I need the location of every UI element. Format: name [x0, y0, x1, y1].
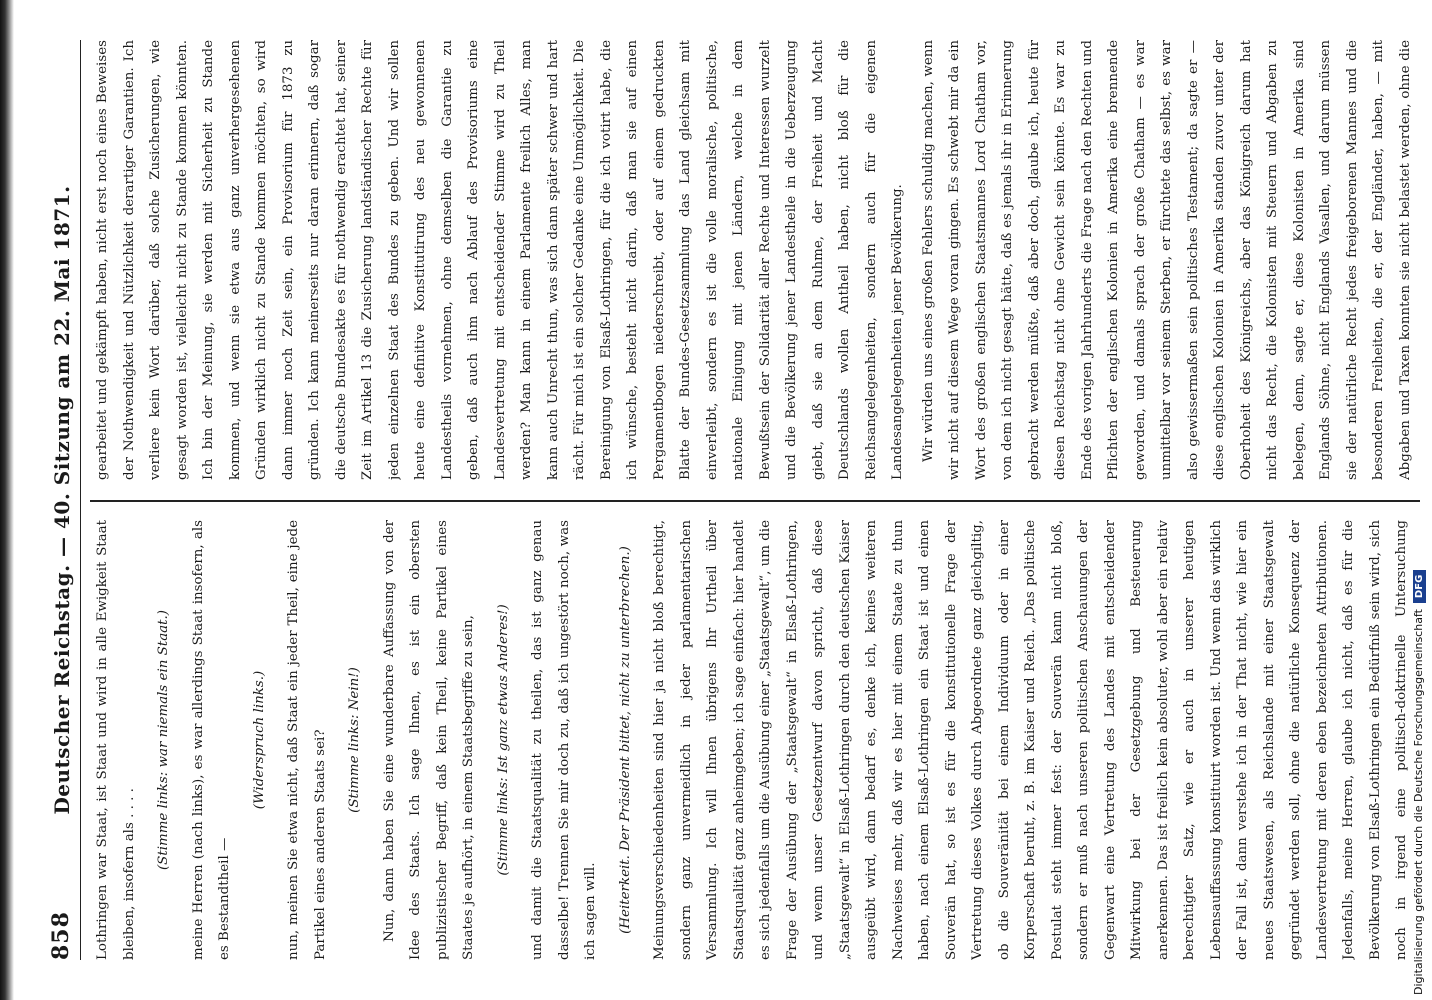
- body-paragraph: Meinungsverschiedenheiten sind hier ja nicht bloß berechtigt, sondern ganz unvermeidlich in jeder parlamentarischen Versammlung. Ich will Ihnen übrigens Ihr Urtheil über Staatsqualität ganz anheimgeben; ich sage einfach: hier handelt es sich jedenfalls um die Ausübung einer „Staatsgewalt“, um die Frage der Ausübung der „Staatsgewalt“ in Elsaß-Lothringen, und wenn unser Gesetzentwurf davon spricht, daß diese „Staatsgewalt“ in Elsaß-Lothringen durch den deutschen Kaiser ausgeübt wird, dann bedarf es, denke ich, keines weiteren Nachweises mehr, daß wir es hier mit einem Staate zu thun haben, nach einem Elsaß-Lothringen ein Staat ist und einen Souverän hat, so ist es für die konstitutionelle Frage der Vertretung dieses Volkes durch Abgeordnete ganz gleichgiltig, ob die Souveränität bei einem Individuum oder in einer Korperschaft beruht, z. B. im Kaiser und Reich. „Das politische Postulat steht immer fest: der Souverän kann nicht bloß, sondern er muß nach unseren politischen Anschauungen der Gegenwart eine Vertretung des Landes mit entscheidender Mitwirkung bei der Gesetzgebung und Besteuerung anerkennen. Das ist freilich kein absoluter, wohl aber ein relativ berechtigter Satz, wie er auch in unserer heutigen Lebensauffassung konstituirt worden ist. Und wenn das wirklich der Fall ist, dann verstehe ich in der That nicht, wie hier ein neues Staatswesen, als Reichslande mit einer Staatsgewalt gegründet werden soll, ohne die natürliche Konsequenz der Landesvertretung mit deren eben bezeichneten Attributionen. Jedenfalls, meine Herren, glaube ich nicht, daß es für die Bevölkerung von Elsaß-Lothringen ein Bedürfniß sein wird, sich noch in irgend eine politisch-doktrinelle Untersuchung: [652, 520, 1409, 960]
- stage-direction: (Heiterkeit. Der Präsident bittet, nicht zu unterbrechen.): [617, 546, 633, 934]
- body-paragraph: nun, meinen Sie etwa nicht, daß Staat ein jeder Theil, eine jede Partikel eines anderen Staats sei?: [286, 520, 328, 960]
- dfg-logo: DFG: [1413, 570, 1426, 603]
- digitization-credit: [1412, 295, 1426, 995]
- body-paragraph: Nun, dann haben Sie eine wunderbare Auffassung von der Idee des Staats. Ich sage Ihnen, es ist ein obersten publizistischer Begriff, daß kein Theil, keine Partikel eines Staates je aufhört, in einem Staatsbegriffe zu sein,: [381, 520, 476, 960]
- scan-edge-shadow: [0, 0, 14, 1000]
- body-paragraph: gearbeitet und gekämpft haben, nicht erst noch eines Beweises der Nothwendigkeit und Nützlichkeit derartiger Garantien. Ich verliere kein Wort darüber, daß solche Zusicherungen, wie gesagt worden ist, vielleicht nicht zu Stande kommen könnten. Ich bin der Meinung, sie werden mit Sicherheit zu Stande kommen, und wenn sie etwa aus ganz unverhergesehenen Gründen wirklich nicht zu Stande kommen möchten, so wird dann immer noch Zeit sein, ein Provisorium für 1873 zu gründen. Ich kann meinerseits nur daran erinnern, daß sogar die deutsche Bundesakte es für nothwendig erachtet hat, seiner Zeit im Artikel 13 die Zusicherung landständischer Rechte für jeden einzelnen Staat des Bundes zu geben. Und wir sollen heute eine definitive Konstitutirung des neu gewonnenen Landestheils vornehmen, ohne demselben die Garantie zu geben, daß auch ihm nach Ablauf des Provisoriums eine Landesvertretung mit entscheidender Stimme wird zu Theil werden? Man kann in einem Parlamente freilich Alles, man kann auch Unrecht thun, was sich dann später schwer und hart rächt. Für mich ist ein solcher Gedanke eine Unmöglichkeit. Die Bereinigung von Elsaß-Lothringen, für die ich votirt habe, die ich wünsche, besteht nicht darin, daß man sie auf einen Pergamentbogen niederschreibt, oder auf einem gedruckten Blatte der Bundes-Gesetzsammlung das Land gleichsam mit einverleibt, sondern es ist die volle moralische, politische, nationale Einigung mit jenen Ländern, welche in dem Bewußtsein der Solidarität aller Rechte und Interessen wurzelt und die Bevölkerung jener Landestheile in die Ueberzeugung giebt, daß sie an dem Ruhme, der Freiheit und Macht Deutschlands wollen Antheil haben, nicht bloß für die Reichsangelegenheiten, sondern auch für die eigenen Landesangelegenheiten jener Bevölkerung.: [95, 40, 905, 480]
- body-paragraph: meine Herren (nach links), es war allerdings Staat insofern, als es Bestandtheil —: [190, 520, 232, 960]
- page-number: 858: [48, 911, 74, 960]
- stage-direction: (Stimme links: Ist ganz etwas Anderes!): [495, 604, 511, 876]
- right-column: [90, 40, 1420, 480]
- page-header: [40, 40, 81, 960]
- column-divider: [90, 501, 1420, 503]
- left-column: [90, 520, 1420, 960]
- body-paragraph: Wir würden uns eines großen Fehlers schuldig machen, wenn wir nicht auf diesem Wege voran gingen. Es schwebt mir da ein Wort des großen englischen Staatsmannes Lord Chatham vor, von dem ich nicht gesagt hätte, daß es jemals ihr in Erinnerung gebracht werden müßte, daß aber doch, glaube ich, heute für diesen Reichstag nicht ohne Gewicht sein könnte. Es war zu Ende des vorigen Jahrhunderts die Frage nach den Rechten und Pflichten der englischen Kolonien in Amerika eine brennende geworden, und damals sprach der große Chatham — es war unmittelbar vor seinem Sterben, er fürchtete das selbst, es war also gewissermaßen sein politisches Testament; da sagte er — diese englischen Kolonien in Amerika standen zuvor unter der Oberhoheit des Königreichs, aber das Königreich darum hat nicht das Recht, die Kolonisten mit Steuern und Abgaben zu belegen, denn, sagte er, diese Kolonisten in Amerika sind Englands Söhne, nicht Englands Vasallen, und darum müssen sie der natürliche Recht jedes freigeborenen Mannes und die besonderen Freiheiten, die er, der Engländer, haben, — mit Abgaben und Taxen konnten sie nicht belastet werden, ohne die: [920, 40, 1413, 480]
- stage-direction: (Stimme links: war niemals ein Staat.): [156, 609, 171, 871]
- stage-direction: (Stimme links: Nein!): [347, 667, 362, 813]
- body-paragraph: und damit die Staatsqualität zu theilen, das ist ganz genau dasselbe! Trennen Sie mir doch zu, daß ich ungestört noch, was ich sagen will.: [530, 520, 598, 960]
- rotated-page: [40, 40, 1420, 960]
- running-title: Deutscher Reichstag. — 40. Sitzung am 22. Mai 1871.: [50, 185, 74, 815]
- text-columns: [90, 40, 1420, 960]
- stage-direction: (Widerspruch links.): [251, 670, 267, 810]
- credit-text: Digitalisierung gefördert durch die Deutsche Forschungsgemeinschaft: [1412, 609, 1425, 995]
- body-paragraph: Lothringen war Staat, ist Staat und wird in alle Ewigkeit Staat bleiben, insofern als . . . .: [95, 520, 137, 960]
